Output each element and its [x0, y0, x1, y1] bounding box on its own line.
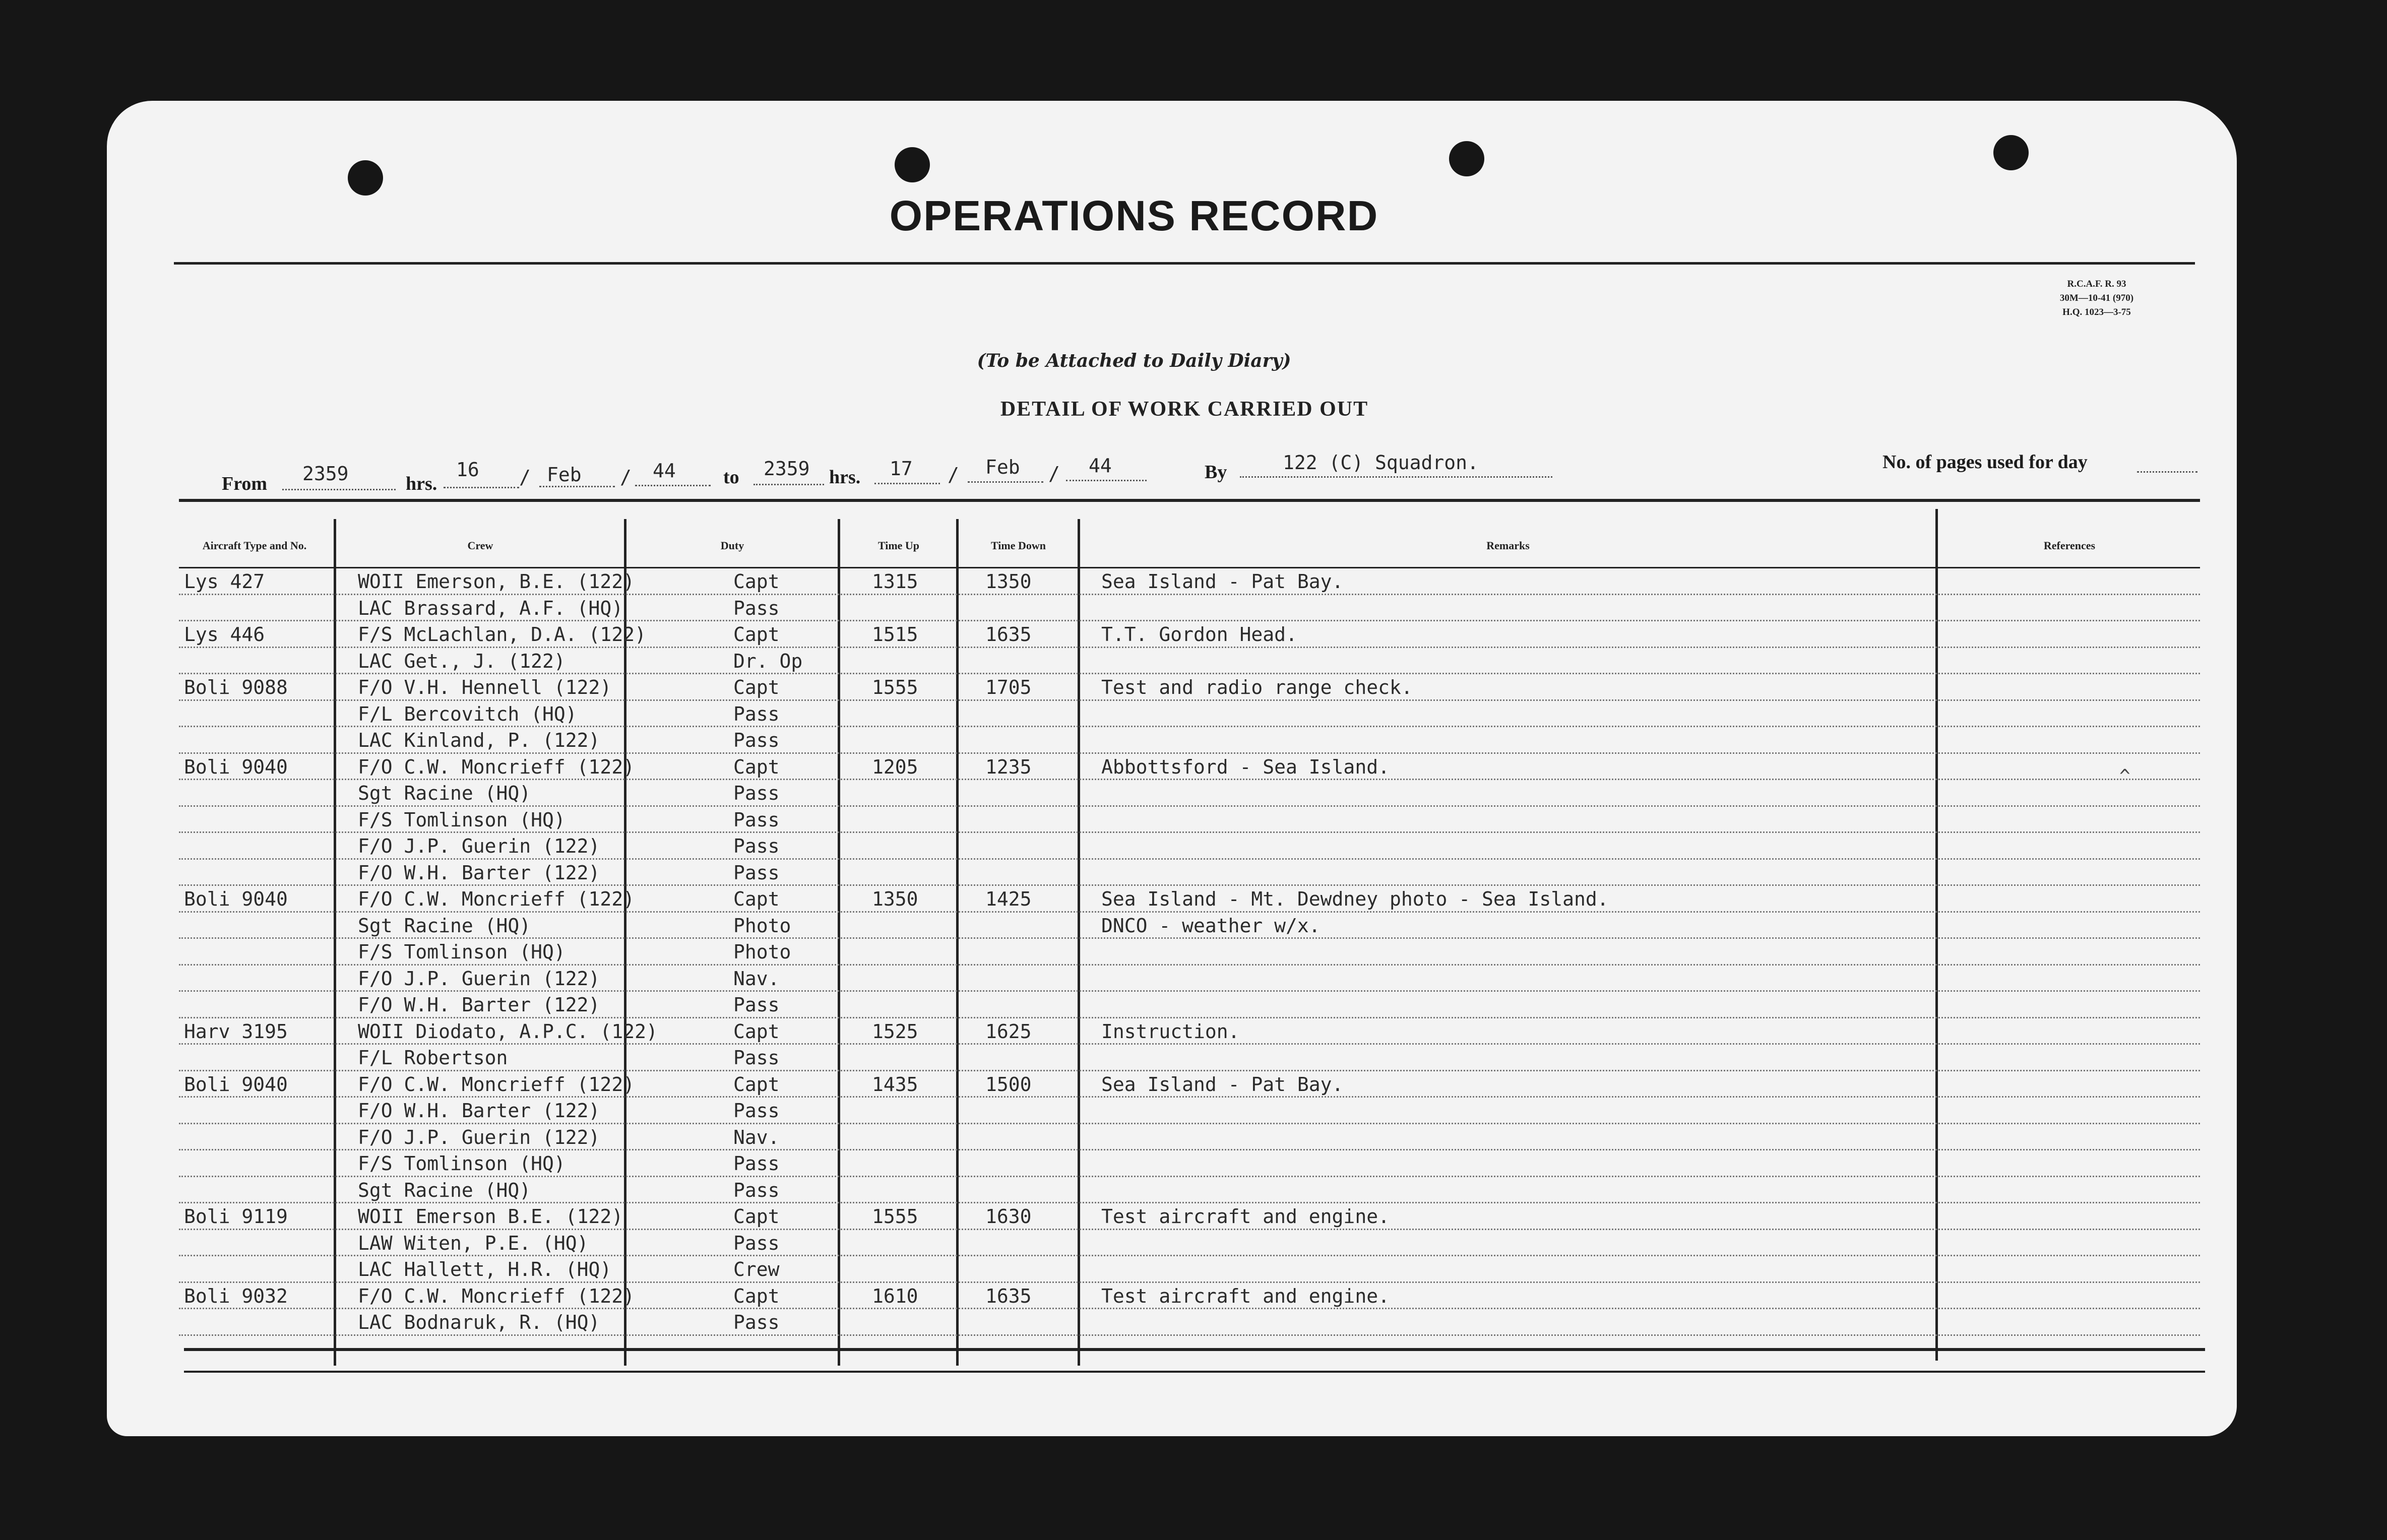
time-down-cell: 1350: [985, 570, 1032, 593]
table-row: [179, 992, 2200, 1018]
to-time: 2359: [764, 458, 810, 480]
duty-cell: Pass: [733, 861, 780, 884]
aircraft-cell: Boli 9040: [184, 1073, 288, 1096]
crew-cell: F/L Robertson: [358, 1047, 508, 1069]
crew-cell: F/O C.W. Moncrieff (122): [358, 755, 635, 778]
crew-cell: F/S McLachlan, D.A. (122): [358, 623, 646, 646]
table-bottom-rule: [184, 1348, 2205, 1351]
table-row: [179, 886, 2200, 913]
from-year: 44: [653, 460, 676, 482]
table-row: [179, 860, 2200, 886]
crew-cell: F/O W.H. Barter (122): [358, 861, 600, 884]
table-row: [179, 966, 2200, 992]
pages-underline: [2137, 471, 2197, 473]
table-top-rule: [179, 499, 2200, 502]
table-row: [179, 1150, 2200, 1177]
col-references-header: References: [2043, 539, 2096, 552]
top-rule: [174, 262, 2195, 265]
duty-cell: Pass: [733, 702, 780, 725]
col-remarks-header: Remarks: [1486, 539, 1530, 552]
squadron-underline: [1240, 476, 1552, 478]
hrs-label: hrs.: [829, 467, 861, 488]
time-up-cell: 1610: [872, 1285, 918, 1307]
crew-cell: F/O W.H. Barter (122): [358, 1100, 600, 1122]
duty-cell: Pass: [733, 1047, 780, 1069]
col-time-up-header: Time Up: [877, 539, 920, 552]
duty-cell: Capt: [733, 888, 780, 910]
slash: /: [1048, 463, 1060, 485]
duty-cell: Photo: [733, 941, 791, 963]
to-label: to: [723, 467, 739, 488]
from-label: From: [222, 473, 268, 494]
binder-hole: [348, 160, 383, 196]
time-up-cell: 1555: [872, 676, 918, 698]
col-duty-header: Duty: [720, 539, 744, 552]
table-row: [179, 648, 2200, 675]
remarks-cell: T.T. Gordon Head.: [1101, 623, 1297, 646]
duty-cell: Capt: [733, 1285, 780, 1307]
crew-cell: F/O V.H. Hennell (122): [358, 676, 612, 698]
tick-mark: ^: [2119, 766, 2130, 787]
crew-cell: F/O C.W. Moncrieff (122): [358, 888, 635, 910]
aircraft-cell: Boli 9032: [184, 1285, 288, 1307]
crew-cell: LAC Kinland, P. (122): [358, 729, 600, 751]
duty-cell: Nav.: [733, 1126, 780, 1148]
remarks-cell: DNCO - weather w/x.: [1101, 914, 1321, 937]
time-up-cell: 1515: [872, 623, 918, 646]
duty-cell: Photo: [733, 914, 791, 937]
to-month: Feb: [985, 456, 1020, 478]
col-crew-header: Crew: [467, 539, 493, 552]
crew-cell: LAC Bodnaruk, R. (HQ): [358, 1311, 600, 1333]
crew-cell: F/O W.H. Barter (122): [358, 994, 600, 1016]
col-time-down-header: Time Down: [991, 539, 1046, 552]
form-code-line: R.C.A.F. R. 93: [2067, 279, 2126, 289]
crew-cell: F/S Tomlinson (HQ): [358, 941, 566, 963]
aircraft-cell: Boli 9119: [184, 1205, 288, 1228]
page-title: OPERATIONS RECORD: [889, 192, 1379, 239]
table-row: [179, 807, 2200, 833]
crew-cell: LAC Hallett, H.R. (HQ): [358, 1258, 612, 1280]
from-time-underline: [282, 489, 396, 490]
crew-cell: Sgt Racine (HQ): [358, 782, 531, 804]
time-down-cell: 1630: [985, 1205, 1032, 1228]
operations-table: [179, 568, 2200, 1347]
time-down-cell: 1235: [985, 755, 1032, 778]
table-row: [179, 595, 2200, 622]
slash: /: [519, 466, 531, 488]
table-row: [179, 1124, 2200, 1151]
time-down-cell: 1625: [985, 1020, 1032, 1043]
crew-cell: LAW Witen, P.E. (HQ): [358, 1232, 589, 1254]
duty-cell: Pass: [733, 835, 780, 857]
time-down-cell: 1635: [985, 1285, 1032, 1307]
duty-cell: Capt: [733, 1205, 780, 1228]
to-day: 17: [890, 458, 913, 480]
remarks-cell: Test aircraft and engine.: [1101, 1285, 1390, 1307]
table-row: [179, 727, 2200, 754]
crew-cell: WOII Emerson B.E. (122): [358, 1205, 623, 1228]
aircraft-cell: Harv 3195: [184, 1020, 288, 1043]
table-row: [179, 780, 2200, 807]
crew-cell: F/O C.W. Moncrieff (122): [358, 1285, 635, 1307]
duty-cell: Nav.: [733, 967, 780, 990]
crew-cell: F/L Bercovitch (HQ): [358, 702, 577, 725]
table-row: [179, 568, 2200, 595]
time-up-cell: 1555: [872, 1205, 918, 1228]
table-row: [179, 1309, 2200, 1336]
duty-cell: Dr. Op: [733, 650, 803, 672]
table-row: [179, 1283, 2200, 1310]
aircraft-cell: Boli 9088: [184, 676, 288, 698]
remarks-cell: Instruction.: [1101, 1020, 1240, 1043]
crew-cell: F/S Tomlinson (HQ): [358, 1152, 566, 1175]
time-up-cell: 1315: [872, 570, 918, 593]
pages-label: No. of pages used for day: [1882, 452, 2088, 473]
duty-cell: Crew: [733, 1258, 780, 1280]
table-row: [179, 1203, 2200, 1230]
remarks-cell: Test aircraft and engine.: [1101, 1205, 1390, 1228]
by-label: By: [1205, 462, 1227, 483]
duty-cell: Pass: [733, 994, 780, 1016]
form-code-line: 30M—10-41 (970): [2059, 293, 2134, 303]
from-month: Feb: [547, 464, 582, 486]
crew-cell: WOII Emerson, B.E. (122): [358, 570, 635, 593]
form-code: [2021, 277, 2172, 319]
table-row: [179, 1177, 2200, 1204]
to-time-underline: [753, 484, 824, 485]
time-down-cell: 1705: [985, 676, 1032, 698]
aircraft-cell: Boli 9040: [184, 888, 288, 910]
remarks-cell: Sea Island - Pat Bay.: [1101, 570, 1344, 593]
remarks-cell: Abbottsford - Sea Island.: [1101, 755, 1390, 778]
from-year-underline: [635, 485, 711, 486]
duty-cell: Pass: [733, 1152, 780, 1175]
to-month-underline: [968, 481, 1043, 483]
crew-cell: F/S Tomlinson (HQ): [358, 808, 566, 831]
duty-cell: Capt: [733, 623, 780, 646]
time-down-cell: 1635: [985, 623, 1032, 646]
table-row: [179, 913, 2200, 939]
to-year: 44: [1089, 455, 1112, 477]
duty-cell: Pass: [733, 808, 780, 831]
remarks-cell: Sea Island - Pat Bay.: [1101, 1073, 1344, 1096]
to-day-underline: [874, 483, 940, 484]
duty-cell: Capt: [733, 1073, 780, 1096]
crew-cell: F/O J.P. Guerin (122): [358, 1126, 600, 1148]
page-subtitle: (To be Attached to Daily Diary): [977, 350, 1291, 371]
table-row: [179, 1045, 2200, 1071]
duty-cell: Pass: [733, 782, 780, 804]
duty-cell: Capt: [733, 1020, 780, 1043]
aircraft-cell: Lys 446: [184, 623, 265, 646]
from-time: 2359: [302, 463, 349, 485]
duty-cell: Capt: [733, 755, 780, 778]
slash: /: [620, 466, 632, 488]
duty-cell: Pass: [733, 729, 780, 751]
aircraft-cell: Boli 9040: [184, 755, 288, 778]
time-up-cell: 1435: [872, 1073, 918, 1096]
form-code-line: H.Q. 1023—3-75: [2062, 307, 2131, 317]
table-row: [179, 674, 2200, 701]
table-row: [179, 1071, 2200, 1098]
binder-hole: [1449, 141, 1484, 176]
slash: /: [948, 464, 959, 486]
col-aircraft-header: Aircraft Type and No.: [202, 539, 307, 552]
binder-hole: [895, 147, 930, 182]
crew-cell: F/O J.P. Guerin (122): [358, 967, 600, 990]
squadron: 122 (C) Squadron.: [1283, 452, 1479, 474]
table-row: [179, 701, 2200, 728]
table-row: [179, 1098, 2200, 1124]
time-down-cell: 1425: [985, 888, 1032, 910]
to-year-underline: [1066, 480, 1147, 481]
crew-cell: LAC Get., J. (122): [358, 650, 566, 672]
time-up-cell: 1205: [872, 755, 918, 778]
crew-cell: Sgt Racine (HQ): [358, 1179, 531, 1201]
time-down-cell: 1500: [985, 1073, 1032, 1096]
duty-cell: Pass: [733, 1100, 780, 1122]
table-row: [179, 833, 2200, 860]
from-day-underline: [444, 487, 519, 488]
duty-cell: Pass: [733, 1179, 780, 1201]
duty-cell: Pass: [733, 597, 780, 619]
table-row: [179, 621, 2200, 648]
table-bottom-rule-2: [184, 1371, 2205, 1373]
from-month-underline: [539, 486, 615, 487]
duty-cell: Pass: [733, 1311, 780, 1333]
table-row: [179, 754, 2200, 781]
duty-cell: Pass: [733, 1232, 780, 1254]
binder-hole: [1993, 135, 2029, 170]
time-up-cell: 1525: [872, 1020, 918, 1043]
table-row: [179, 1230, 2200, 1257]
crew-cell: Sgt Racine (HQ): [358, 914, 531, 937]
time-up-cell: 1350: [872, 888, 918, 910]
remarks-cell: Test and radio range check.: [1101, 676, 1413, 698]
table-row: [179, 1018, 2200, 1045]
detail-heading: DETAIL OF WORK CARRIED OUT: [1000, 398, 1369, 421]
crew-cell: F/O J.P. Guerin (122): [358, 835, 600, 857]
aircraft-cell: Lys 427: [184, 570, 265, 593]
crew-cell: F/O C.W. Moncrieff (122): [358, 1073, 635, 1096]
from-day: 16: [456, 459, 479, 481]
hrs-label: hrs.: [406, 473, 437, 494]
remarks-cell: Sea Island - Mt. Dewdney photo - Sea Island.: [1101, 888, 1609, 910]
crew-cell: WOII Diodato, A.P.C. (122): [358, 1020, 658, 1043]
crew-cell: LAC Brassard, A.F. (HQ): [358, 597, 623, 619]
table-row: [179, 1256, 2200, 1283]
duty-cell: Capt: [733, 676, 780, 698]
table-row: [179, 939, 2200, 966]
duty-cell: Capt: [733, 570, 780, 593]
